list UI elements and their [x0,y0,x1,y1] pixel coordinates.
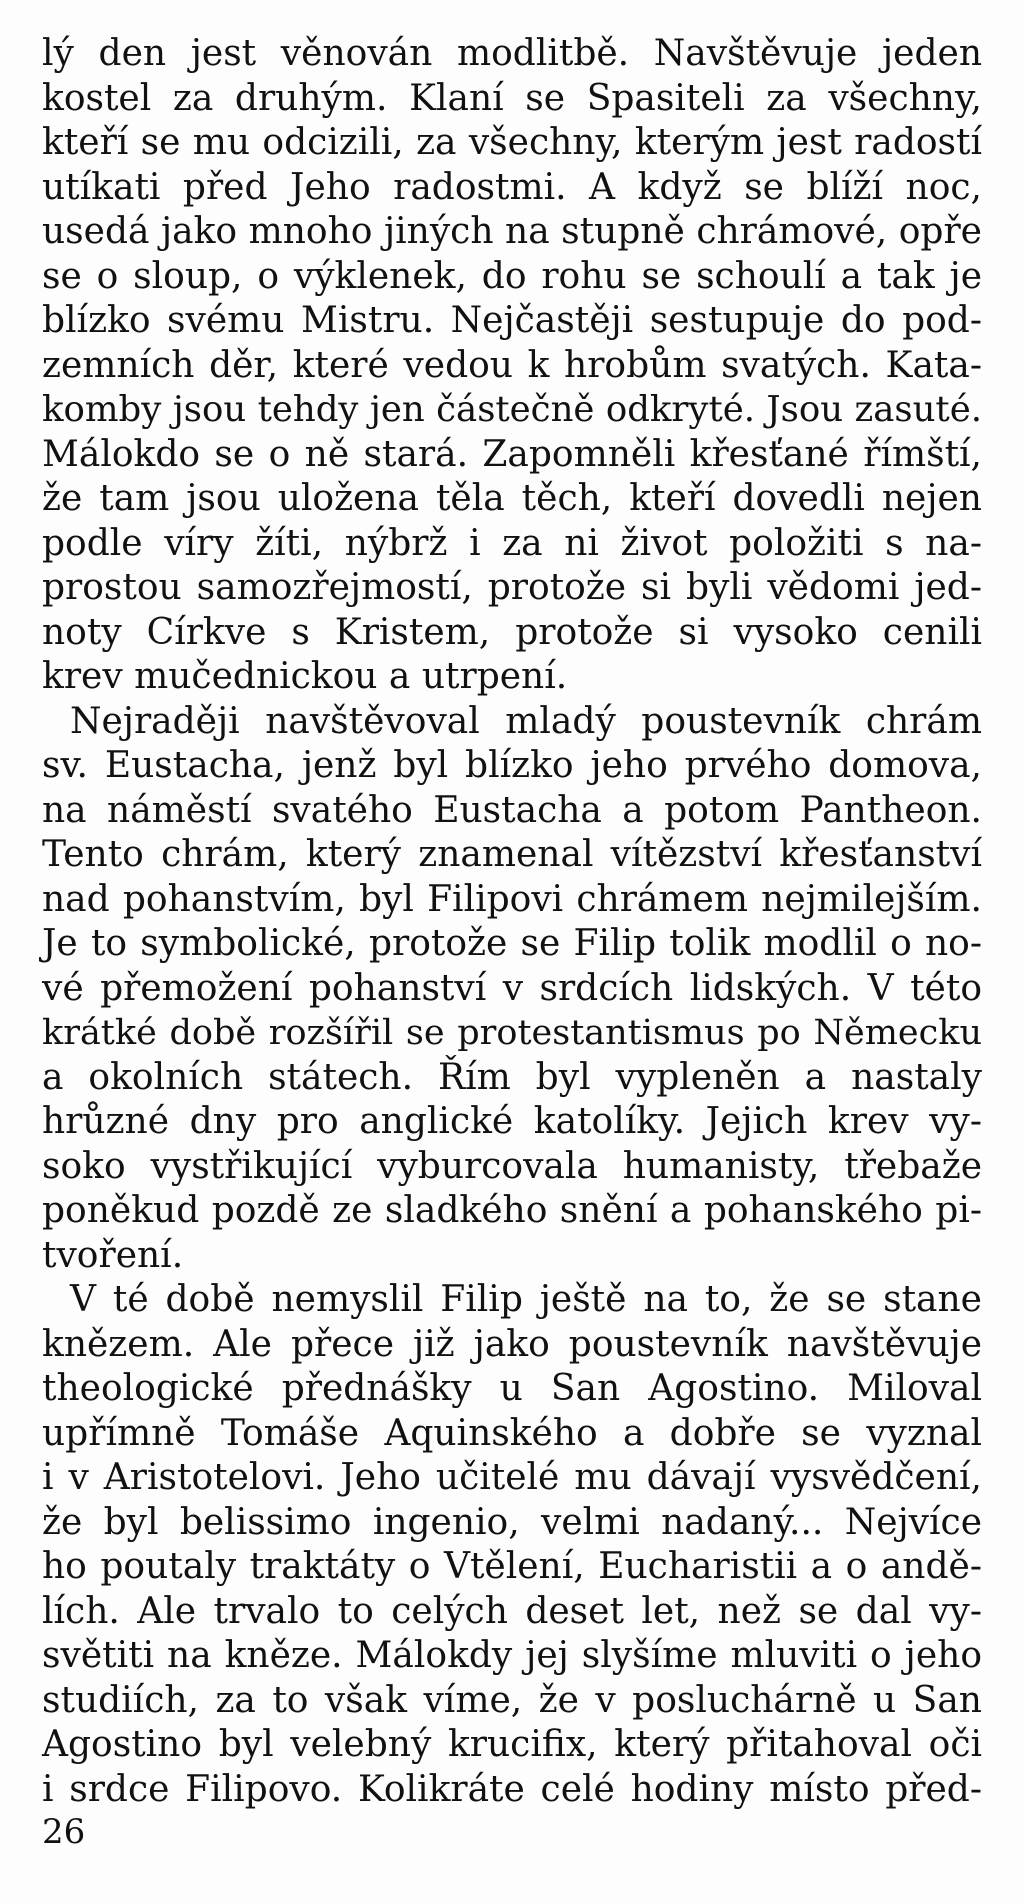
text-line: že byl belissimo ingenio, velmi nadaný... Nejvíce [42,1501,982,1543]
text-line: Tento chrám, který znamenal vítězství křesťanství [42,834,982,875]
text-line: upřímně Tomáše Aquinského a dobře se vyznal [42,1412,982,1454]
text-line: tvoření. [42,1234,184,1276]
text-line: a okolních státech. Řím byl vypleněn a nastaly [42,1056,982,1098]
text-line: soko vystřikující vyburcovala humanisty, třebaže [42,1145,982,1187]
text-line: sv. Eustacha, jenž byl blízko jeho prvého domova, [42,745,982,786]
text-line: noty Církve s Kristem, protože si vysoko cenili [42,611,982,653]
body-text [42,32,982,1812]
text-line: knězem. Ale přece již jako poustevník navštěvuje [42,1323,982,1365]
text-line: kostel za druhým. Klaní se Spasiteli za všechny, [42,77,982,119]
text-line: kteří se mu odcizili, za všechny, kterým jest radostí [42,122,982,163]
text-line: usedá jako mnoho jiných na stupně chrámové, opře [42,211,982,252]
text-line: na náměstí svatého Eustacha a potom Pantheon. [42,789,982,831]
text-line: Nejraději navštěvoval mladý poustevník chrám [70,700,982,742]
text-line: prostou samozřejmostí, protože si byli vědomi jed- [42,567,982,608]
text-line: že tam jsou uložena těla těch, kteří dovedli nejen [42,478,982,519]
text-line: ho poutaly traktáty o Vtělení, Eucharistii a o andě- [42,1546,982,1587]
text-line: zemních děr, které vedou k hrobům svatých. Kata- [42,344,982,386]
text-line: vé přemožení pohanství v srdcích lidských. V této [42,967,982,1009]
text-line: V té době nemyslil Filip ještě na to, že se stane [70,1279,982,1320]
text-line: utíkati před Jeho radostmi. A když se blíží noc, [42,166,982,208]
text-line: studiích, za to však víme, že v posluchárně u San [42,1679,982,1721]
text-line: Agostino byl velebný krucifix, který přitahoval oči [42,1724,982,1765]
text-line: nad pohanstvím, byl Filipovi chrámem nejmilejším. [42,878,982,920]
text-line: hrůzné dny pro anglické katolíky. Jejich krev vy- [42,1101,982,1142]
text-line: i v Aristotelovi. Jeho učitelé mu dávají vysvědčení, [42,1457,982,1498]
text-line: lích. Ale trvalo to celých deset let, než se dal vy- [42,1590,982,1632]
text-line: Málokdo se o ně stará. Zapomněli křesťané římští, [42,433,982,475]
text-line: lý den jest věnován modlitbě. Navštěvuje jeden [42,33,982,74]
text-line: se o sloup, o výklenek, do rohu se schoulí a tak je [42,255,982,297]
text-line: blízko svému Mistru. Nejčastěji sestupuje do pod- [42,300,982,341]
text-line: krev mučednickou a utrpení. [42,656,568,697]
text-line: theologické přednášky u San Agostino. Miloval [42,1368,982,1409]
page-number: 26 [42,1812,86,1852]
text-line: i srdce Filipovo. Kolikráte celé hodiny místo před- [42,1768,982,1810]
text-line: Je to symbolické, protože se Filip tolik modlil o no- [42,923,982,964]
text-line: světiti na kněze. Málokdy jej slyšíme mluviti o jeho [42,1635,982,1676]
text-line: podle víry žíti, nýbrž i za ni život položiti s na- [42,522,982,564]
text-line: komby jsou tehdy jen částečně odkryté. Jsou zasuté. [42,389,982,430]
text-line: krátké době rozšířil se protestantismus po Německu [42,1013,982,1053]
text-line: poněkud pozdě ze sladkého snění a pohanského pi- [42,1190,982,1231]
